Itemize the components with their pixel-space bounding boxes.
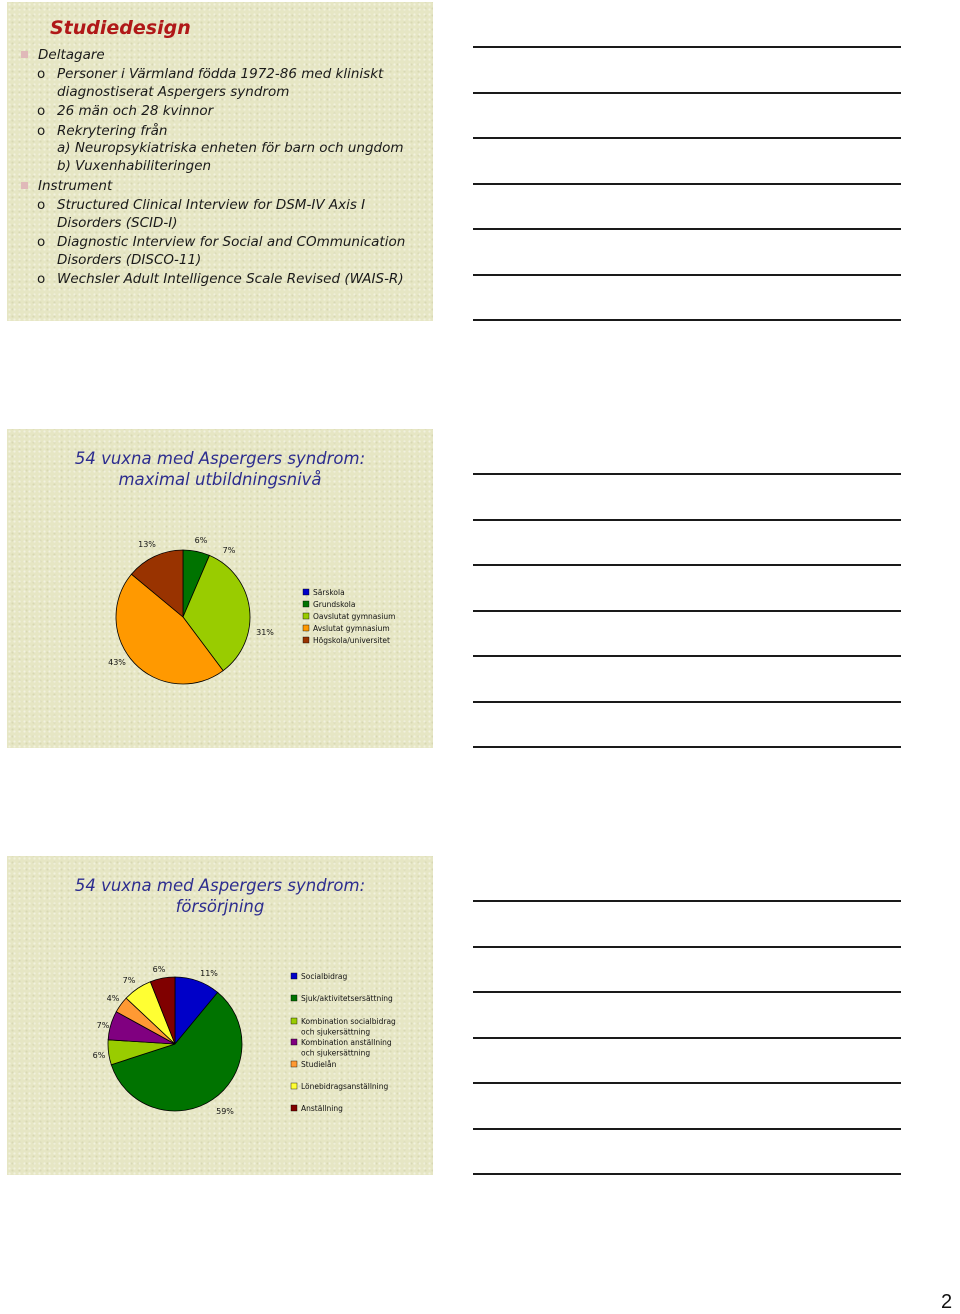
circle-bullet-icon: o bbox=[37, 234, 46, 250]
slide-body bbox=[21, 46, 426, 291]
legend-swatch bbox=[291, 995, 297, 1001]
legend-swatch bbox=[303, 589, 309, 595]
note-line bbox=[473, 137, 901, 139]
list-item-line: b) Vuxenhabiliteringen bbox=[57, 157, 212, 174]
legend-label: Lönebidragsanställning bbox=[301, 1082, 389, 1091]
note-line bbox=[473, 746, 901, 748]
list-item bbox=[21, 234, 426, 269]
list-item-line: 26 män och 28 kvinnor bbox=[57, 103, 214, 119]
legend-swatch bbox=[291, 1039, 297, 1045]
circle-bullet-icon: o bbox=[37, 66, 46, 82]
slide-income-chart bbox=[7, 856, 433, 1175]
note-line bbox=[473, 183, 901, 185]
note-line bbox=[473, 473, 901, 475]
note-line bbox=[473, 1082, 901, 1084]
note-line bbox=[473, 1037, 901, 1039]
chart-title-line2: försörjning bbox=[175, 897, 265, 916]
section-heading bbox=[21, 46, 426, 64]
data-label: 6% bbox=[152, 965, 166, 974]
circle-bullet-icon: o bbox=[37, 122, 46, 139]
data-label: 6% bbox=[92, 1051, 106, 1060]
circle-bullet-icon: o bbox=[37, 197, 46, 213]
data-label: 43% bbox=[108, 658, 126, 667]
legend-swatch bbox=[303, 637, 309, 643]
chart-title-line1: 54 vuxna med Aspergers syndrom: bbox=[74, 876, 366, 895]
legend-label: Socialbidrag bbox=[301, 972, 348, 981]
legend-label: och sjukersättning bbox=[301, 1048, 371, 1058]
legend-swatch bbox=[291, 1018, 297, 1024]
data-label: 59% bbox=[216, 1107, 234, 1116]
list-item bbox=[21, 123, 426, 176]
list-item bbox=[21, 103, 426, 121]
legend-swatch bbox=[291, 1105, 297, 1111]
slide-education-chart bbox=[7, 429, 433, 748]
legend-label: Särskola bbox=[313, 588, 345, 597]
list-item-line: Rekrytering från bbox=[57, 122, 168, 139]
slide-title: Studiedesign bbox=[50, 17, 191, 39]
list-item bbox=[21, 66, 426, 101]
list-item-line: diagnostiserat Aspergers syndrom bbox=[57, 83, 290, 100]
data-label: 6% bbox=[194, 536, 208, 545]
legend-swatch bbox=[291, 1083, 297, 1089]
circle-bullet-icon: o bbox=[37, 271, 46, 287]
square-bullet-icon bbox=[21, 182, 28, 189]
note-line bbox=[473, 228, 901, 230]
section-label: Instrument bbox=[38, 178, 113, 194]
square-bullet-icon bbox=[21, 51, 28, 58]
note-line bbox=[473, 991, 901, 993]
slide-studiedesign bbox=[7, 2, 433, 321]
note-line bbox=[473, 274, 901, 276]
list-item-line: Disorders (DISCO-11) bbox=[57, 251, 202, 268]
note-line bbox=[473, 701, 901, 703]
income-pie-chart bbox=[7, 856, 433, 1175]
note-line bbox=[473, 610, 901, 612]
data-label: 7% bbox=[222, 546, 236, 555]
legend-swatch bbox=[291, 1061, 297, 1067]
note-line bbox=[473, 1128, 901, 1130]
list-item-line: Wechsler Adult Intelligence Scale Revised (WAIS-R) bbox=[57, 271, 404, 287]
legend-label: Sjuk/aktivitetsersättning bbox=[301, 994, 393, 1003]
section-label: Deltagare bbox=[38, 47, 105, 63]
chart-title-line2: maximal utbildningsnivå bbox=[118, 470, 322, 489]
note-line bbox=[473, 1173, 901, 1175]
page-number: 2 bbox=[941, 1291, 953, 1313]
legend-label: Kombination anställning bbox=[301, 1038, 392, 1047]
legend-swatch bbox=[303, 613, 309, 619]
education-pie-chart bbox=[7, 429, 433, 748]
list-item-line: Disorders (SCID-I) bbox=[57, 214, 178, 231]
list-item-line: Diagnostic Interview for Social and COmmunication bbox=[57, 234, 406, 250]
note-line bbox=[473, 946, 901, 948]
legend-label: Kombination socialbidrag bbox=[301, 1017, 396, 1026]
note-line bbox=[473, 92, 901, 94]
list-item-line: Personer i Värmland födda 1972-86 med kliniskt bbox=[57, 66, 384, 82]
chart-title-line1: 54 vuxna med Aspergers syndrom: bbox=[74, 449, 366, 468]
data-label: 31% bbox=[256, 628, 274, 637]
note-line bbox=[473, 519, 901, 521]
list-item-line: a) Neuropsykiatriska enheten för barn och ungdom bbox=[57, 140, 404, 156]
list-item bbox=[21, 197, 426, 232]
data-label: 13% bbox=[138, 540, 156, 549]
circle-bullet-icon: o bbox=[37, 103, 46, 119]
note-line bbox=[473, 655, 901, 657]
note-line bbox=[473, 46, 901, 48]
legend-label: Anställning bbox=[301, 1104, 343, 1113]
legend-label: Högskola/universitet bbox=[313, 636, 390, 645]
legend-swatch bbox=[291, 973, 297, 979]
data-label: 4% bbox=[106, 994, 120, 1003]
legend-label: Oavslutat gymnasium bbox=[313, 612, 396, 621]
legend-swatch bbox=[303, 625, 309, 631]
legend-swatch bbox=[303, 601, 309, 607]
note-line bbox=[473, 564, 901, 566]
note-line bbox=[473, 319, 901, 321]
legend-label: Grundskola bbox=[313, 600, 356, 609]
legend-label: Studielån bbox=[301, 1060, 337, 1069]
data-label: 11% bbox=[200, 969, 218, 978]
list-item bbox=[21, 271, 426, 289]
legend-label: och sjukersättning bbox=[301, 1027, 371, 1037]
data-label: 7% bbox=[122, 976, 136, 985]
list-item-line: Structured Clinical Interview for DSM-IV Axis I bbox=[57, 197, 366, 213]
data-label: 7% bbox=[96, 1021, 110, 1030]
section-heading bbox=[21, 177, 426, 195]
legend-label: Avslutat gymnasium bbox=[313, 624, 390, 633]
note-line bbox=[473, 900, 901, 902]
